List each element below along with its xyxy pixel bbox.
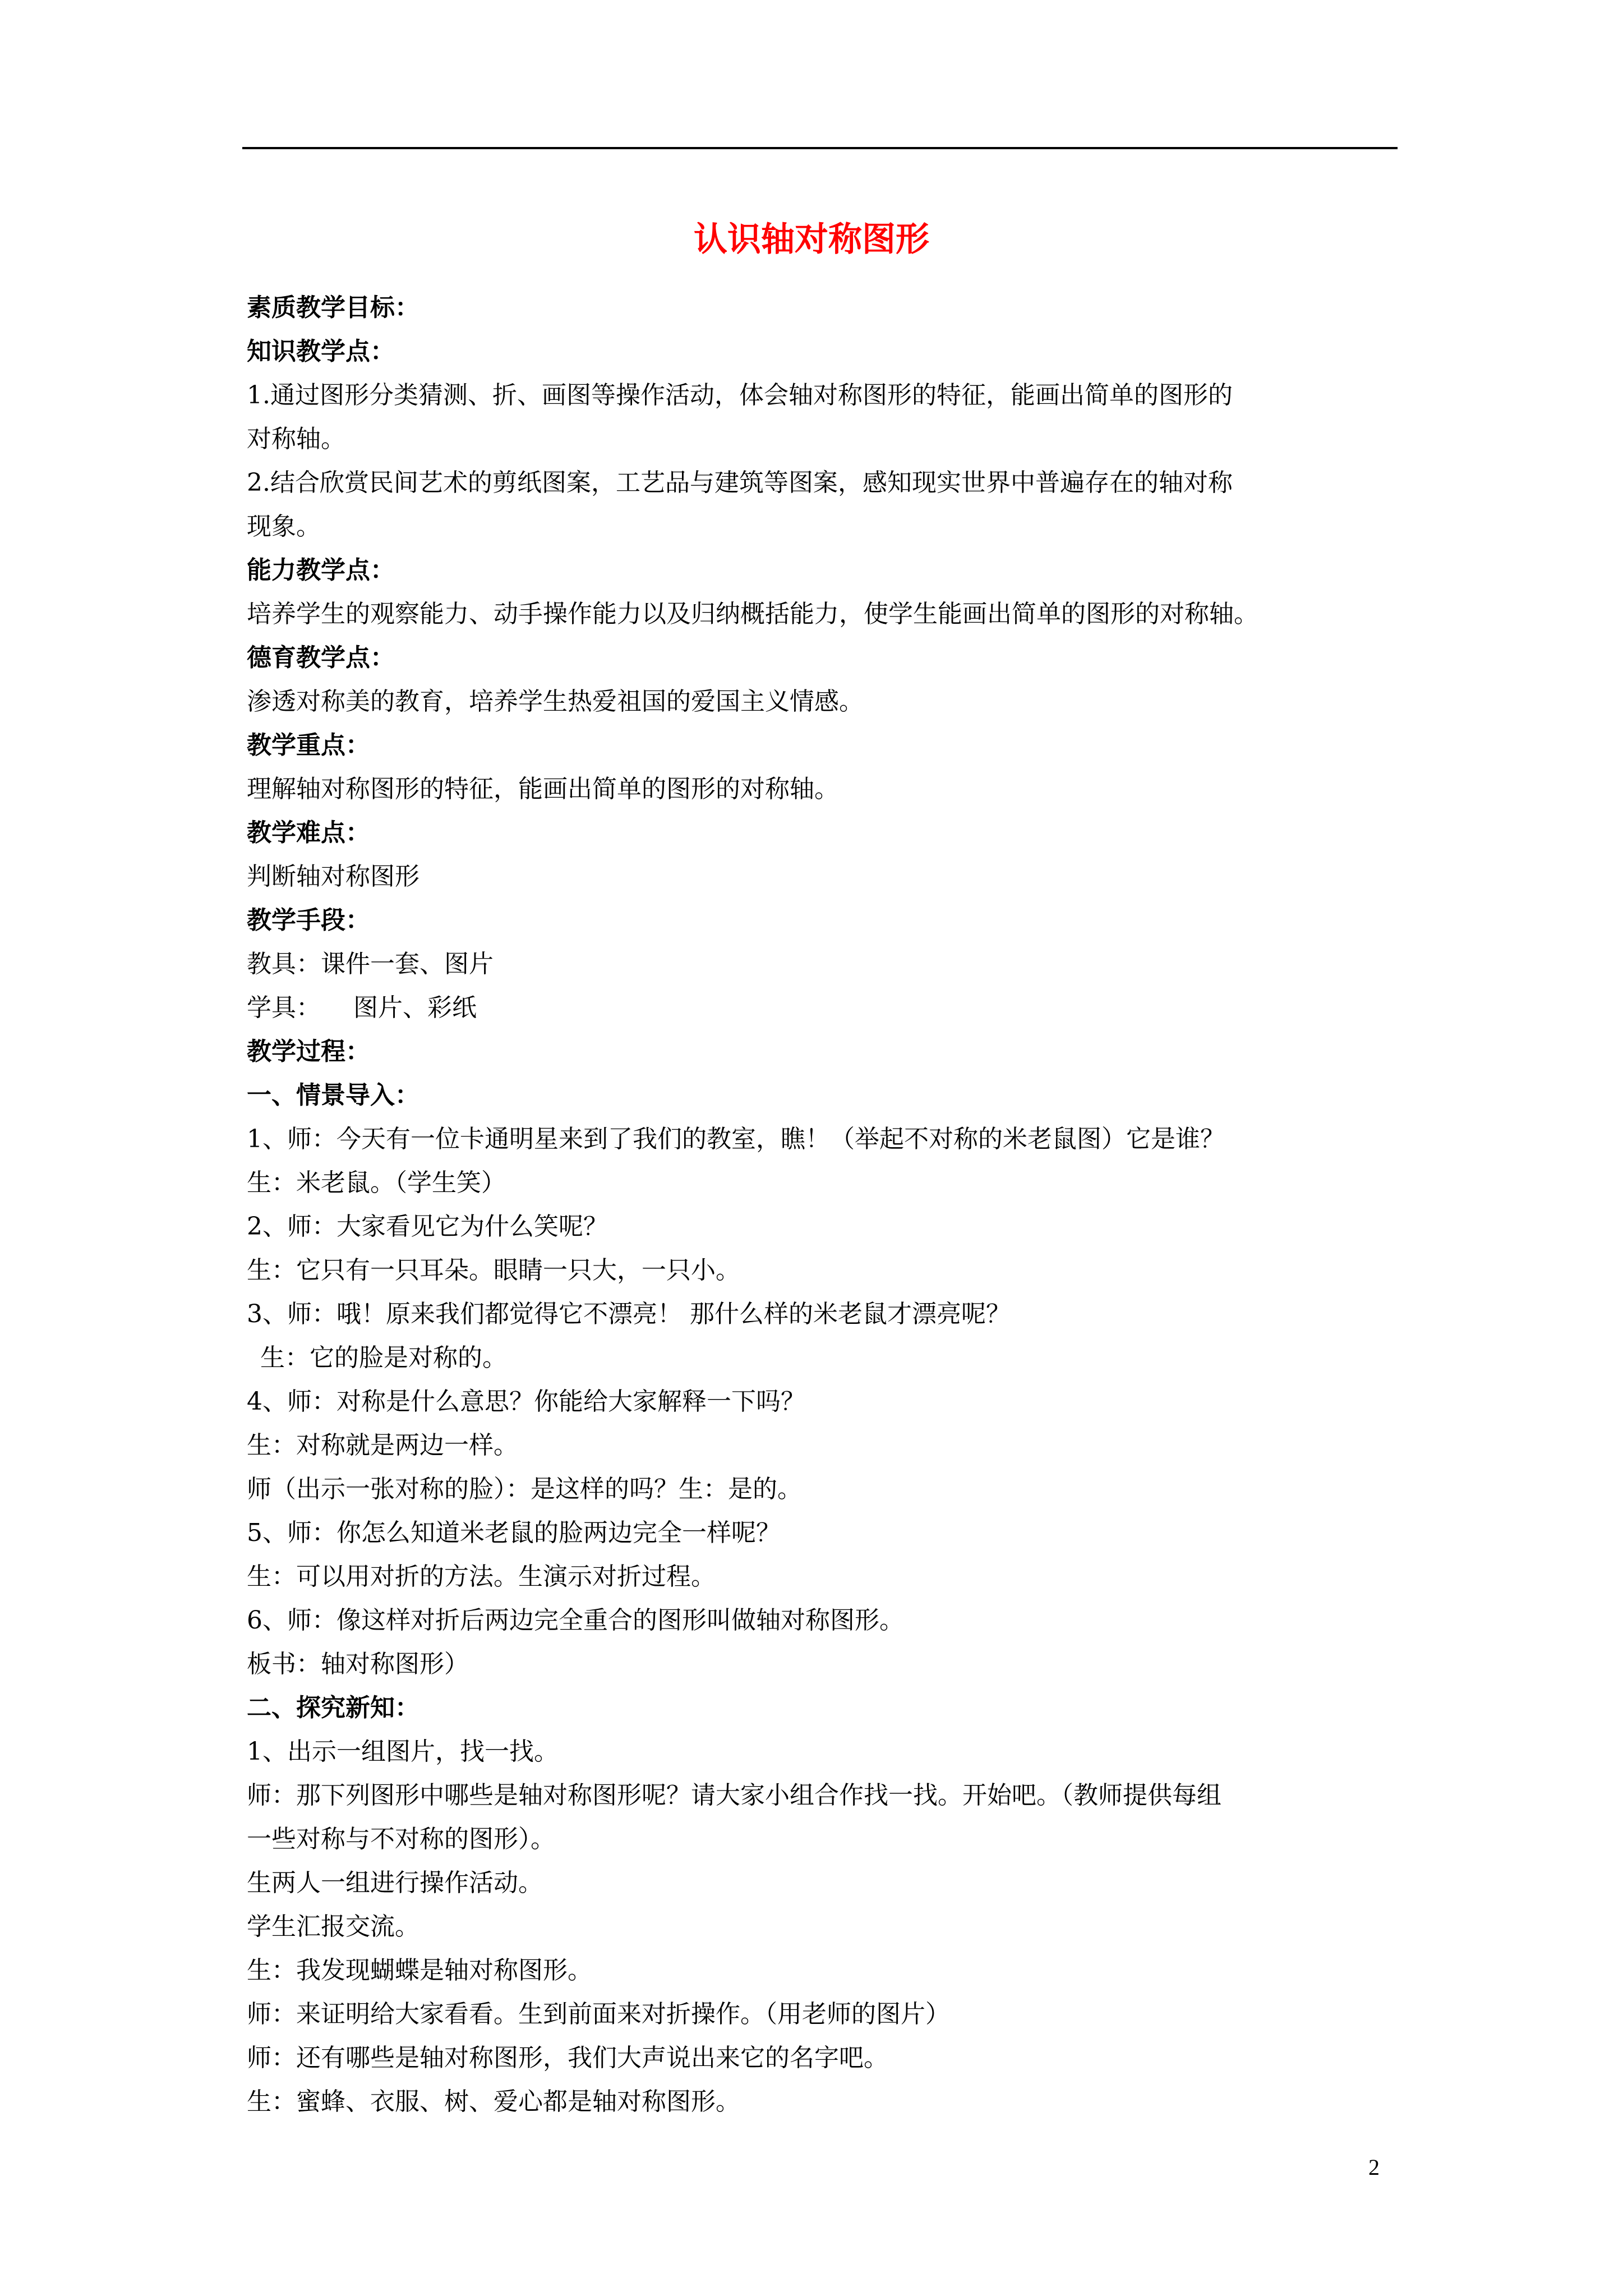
text-line: [247, 986, 1402, 1030]
section-heading: [247, 549, 1402, 592]
text-line: [247, 1599, 1402, 1642]
text-line: [247, 592, 1402, 636]
text-line: [247, 1642, 1402, 1686]
line-text: 生：它的脸是对称的。: [260, 1343, 507, 1372]
line-text: 板书：轴对称图形）: [247, 1650, 469, 1678]
text-line: [247, 1467, 1402, 1511]
line-text: 教学重点：: [247, 731, 370, 760]
line-text: 生：可以用对折的方法。生演示对折过程。: [247, 1562, 716, 1591]
section-heading: [247, 1030, 1402, 1074]
line-text: 1.通过图形分类猜测、折、画图等操作活动，体会轴对称图形的特征，能画出简单的图形的: [247, 381, 1233, 409]
line-text: 渗透对称美的教育，培养学生热爱祖国的爱国主义情感。: [247, 687, 864, 716]
text-line: [247, 1117, 1402, 1161]
line-text: 能力教学点：: [247, 556, 395, 585]
line-text: 教学手段：: [247, 906, 370, 935]
line-text: 生：它只有一只耳朵。眼睛一只大，一只小。: [247, 1256, 740, 1285]
text-line: [247, 1555, 1402, 1599]
line-text: 1、师：今天有一位卡通明星来到了我们的教室，瞧！（举起不对称的米老鼠图）它是谁？: [247, 1125, 1225, 1153]
line-text: 学具：: [247, 993, 321, 1022]
line-text: 一、情景导入：: [247, 1081, 419, 1110]
text-line: [247, 1818, 1402, 1861]
text-line: [247, 417, 1402, 461]
line-text: 知识教学点：: [247, 337, 395, 366]
text-line: [247, 942, 1402, 986]
text-line: [247, 2080, 1402, 2124]
text-line: [247, 374, 1402, 417]
line-text: 教学难点：: [247, 818, 370, 847]
line-text: 理解轴对称图形的特征，能画出简单的图形的对称轴。: [247, 775, 839, 803]
line-text: 生：对称就是两边一样。: [247, 1431, 518, 1460]
text-line: [247, 1730, 1402, 1774]
text-line: [247, 1774, 1402, 1818]
line-text: 5、师：你怎么知道米老鼠的脸两边完全一样呢？: [247, 1519, 781, 1547]
section-heading: [247, 286, 1402, 330]
text-line: [247, 1380, 1402, 1424]
line-text: 生：米老鼠。（学生笑）: [247, 1168, 506, 1197]
line-text: 6、师：像这样对折后两边完全重合的图形叫做轴对称图形。: [247, 1606, 904, 1635]
text-line: [247, 1249, 1402, 1292]
line-text: 师：还有哪些是轴对称图形，我们大声说出来它的名字吧。: [247, 2044, 888, 2072]
section-heading: [247, 811, 1402, 855]
section-heading: [247, 1074, 1402, 1117]
page-number: 2: [1368, 2155, 1380, 2180]
text-line: [247, 1424, 1402, 1467]
section-heading: [247, 330, 1402, 374]
line-text: 生：我发现蝴蝶是轴对称图形。: [247, 1956, 592, 1985]
line-text: 4、师：对称是什么意思？你能给大家解释一下吗？: [247, 1387, 805, 1416]
line-text: 生：蜜蜂、衣服、树、爱心都是轴对称图形。: [247, 2087, 740, 2116]
text-line: [247, 461, 1402, 505]
text-line: [247, 1861, 1402, 1905]
section-heading: [247, 724, 1402, 767]
text-line: [247, 767, 1402, 811]
document-title: 认识轴对称图形: [694, 220, 929, 259]
line-text-continued: 图片、彩纸: [353, 993, 477, 1022]
text-line: [247, 1205, 1402, 1249]
line-text: 判断轴对称图形: [247, 862, 419, 891]
section-heading: [247, 636, 1402, 680]
text-line: [247, 2036, 1402, 2080]
header-rule: [242, 147, 1398, 149]
line-text: 教学过程：: [247, 1037, 370, 1066]
text-line: [247, 680, 1402, 724]
text-line: [247, 1949, 1402, 1993]
line-text: 培养学生的观察能力、动手操作能力以及归纳概括能力，使学生能画出简单的图形的对称轴。: [247, 600, 1258, 628]
line-text: 德育教学点：: [247, 643, 395, 672]
line-text: 3、师：哦！原来我们都觉得它不漂亮！ 那什么样的米老鼠才漂亮呢？: [247, 1300, 1011, 1328]
line-text: 师（出示一张对称的脸）：是这样的吗？生：是的。: [247, 1475, 802, 1503]
line-text: 二、探究新知：: [247, 1694, 419, 1722]
text-line: [247, 1905, 1402, 1949]
text-line: [247, 1336, 1402, 1380]
section-heading: [247, 1686, 1402, 1730]
document-body: [247, 286, 1402, 2124]
line-text: 学生汇报交流。: [247, 1912, 419, 1941]
text-line: [247, 1292, 1402, 1336]
line-text: 2、师：大家看见它为什么笑呢？: [247, 1212, 608, 1241]
line-text: 2.结合欣赏民间艺术的剪纸图案，工艺品与建筑等图案，感知现实世界中普遍存在的轴对称: [247, 468, 1233, 497]
line-text: 素质教学目标：: [247, 293, 419, 322]
line-text: 师：那下列图形中哪些是轴对称图形呢？请大家小组合作找一找。开始吧。（教师提供每组: [247, 1781, 1221, 1810]
line-text: 现象。: [247, 512, 321, 541]
line-text: 对称轴。: [247, 425, 345, 453]
text-line: [247, 855, 1402, 899]
text-line: [247, 1993, 1402, 2036]
line-text: 一些对称与不对称的图形）。: [247, 1825, 555, 1853]
line-text: 教具：课件一套、图片: [247, 950, 494, 978]
text-line: [247, 505, 1402, 549]
line-text: 1、出示一组图片，找一找。: [247, 1737, 559, 1766]
section-heading: [247, 899, 1402, 942]
line-text: 生两人一组进行操作活动。: [247, 1869, 543, 1897]
text-line: [247, 1511, 1402, 1555]
text-line: [247, 1161, 1402, 1205]
line-text: 师：来证明给大家看看。生到前面来对折操作。（用老师的图片）: [247, 2000, 950, 2028]
